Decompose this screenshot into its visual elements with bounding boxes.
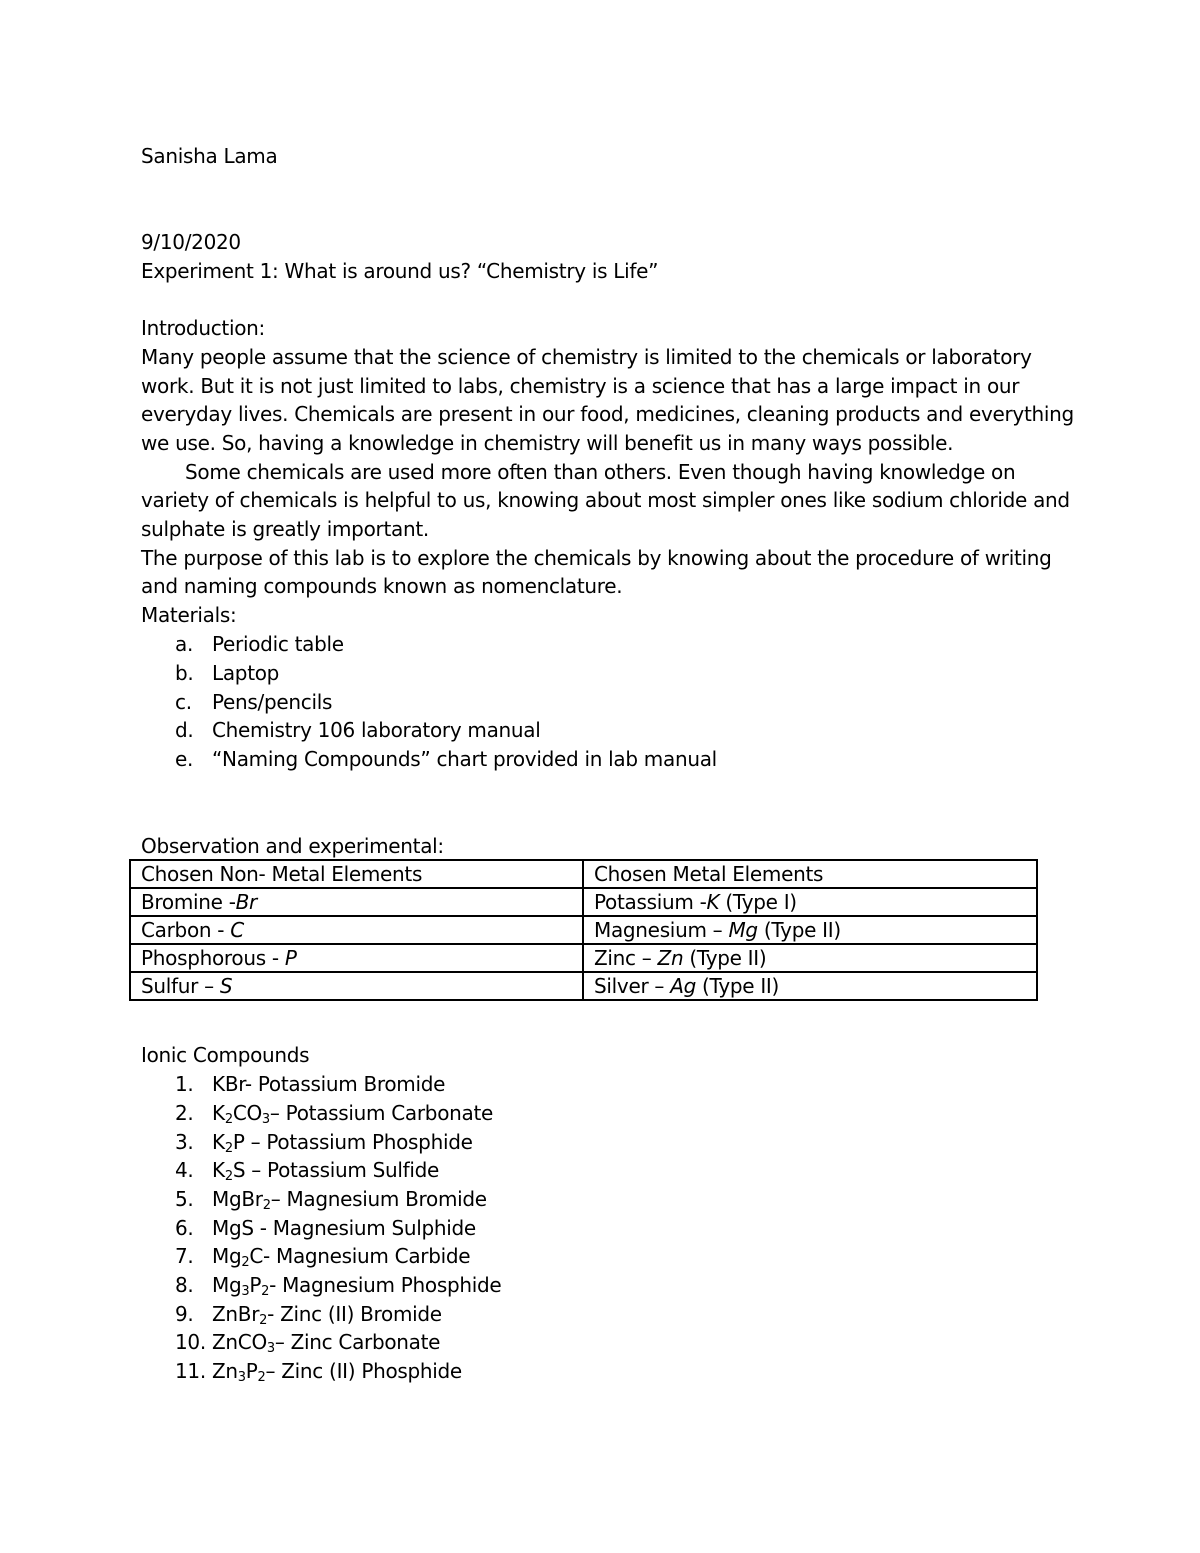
element-name: Silver – [594,974,671,998]
compound-text [212,1214,476,1243]
element-type: (Type II) [683,946,767,970]
element-symbol: Zn [657,946,684,970]
list-marker: 8. [175,1273,194,1297]
formula-subscript: 2 [262,1198,271,1213]
intro-line: variety of chemicals is helpful to us, knowing about most simpler ones like sodium chloride and [141,488,1070,512]
formula-text: Mg [212,1273,242,1297]
element-type: (Type II) [695,974,780,998]
formula-text: ZnBr [212,1302,260,1326]
element-type: (Type II) [757,918,841,942]
intro-line: and naming compounds known as nomenclature. [141,574,623,598]
list-marker: 3. [175,1130,194,1154]
nonmetal-cell [130,916,583,944]
formula-subscript: 2 [224,1141,233,1156]
compound-text [212,1128,473,1157]
formula-text: MgS - Magnesium Sulphide [212,1216,476,1240]
element-symbol: Br [235,890,257,914]
author-name: Sanisha Lama [141,144,278,168]
formula-subscript: 2 [259,1313,268,1328]
compound-text [212,1242,470,1271]
nonmetal-cell [130,888,583,916]
list-marker: e. [175,747,194,771]
intro-line: we use. So, having a knowledge in chemistry will benefit us in many ways possible. [141,431,954,455]
metal-cell [583,944,1037,972]
formula-text: MgBr [212,1187,263,1211]
formula-subscript: 2 [241,1255,250,1270]
column-header-nonmetal: Chosen Non- Metal Elements [130,860,583,888]
nonmetal-cell [130,972,583,1000]
formula-text: - Zinc (II) Bromide [267,1302,442,1326]
formula-text: P [245,1359,258,1383]
compound-text [212,1271,501,1300]
date: 9/10/2020 [141,230,241,254]
formula-subscript: 2 [261,1284,270,1299]
formula-subscript: 3 [266,1341,275,1356]
list-marker: 5. [175,1187,194,1211]
intro-line: everyday lives. Chemicals are present in our food, medicines, cleaning products and everything [141,402,1074,426]
table-header-row [130,860,1037,888]
list-marker: 1. [175,1072,194,1096]
list-marker: d. [175,718,194,742]
formula-text: K [212,1158,225,1182]
formula-text: Zn [212,1359,238,1383]
formula-text: – Zinc Carbonate [274,1330,441,1354]
metal-cell [583,888,1037,916]
formula-subscript: 2 [224,1169,233,1184]
formula-subscript: 3 [261,1112,270,1127]
element-name: Zinc – [594,946,658,970]
list-marker: a. [175,632,194,656]
formula-subscript: 3 [237,1370,246,1385]
formula-text: K [212,1130,225,1154]
formula-text: P – Potassium Phosphide [232,1130,473,1154]
element-name: Potassium - [594,890,707,914]
formula-text: Mg [212,1244,242,1268]
list-marker: b. [175,661,194,685]
experiment-title: Experiment 1: What is around us? “Chemistry is Life” [141,259,659,283]
formula-text: ZnCO [212,1330,267,1354]
column-header-metal: Chosen Metal Elements [583,860,1037,888]
formula-text: K [212,1101,225,1125]
intro-line: sulphate is greatly important. [141,517,429,541]
formula-subscript: 3 [241,1284,250,1299]
list-marker: 4. [175,1158,194,1182]
element-name: Phosphorous - [141,946,285,970]
list-marker: 9. [175,1302,194,1326]
element-symbol: K [706,890,720,914]
intro-line: work. But it is not just limited to labs, chemistry is a science that has a large impact in our [141,374,1020,398]
formula-text: KBr- Potassium Bromide [212,1072,446,1096]
element-name: Magnesium – [594,918,729,942]
list-item-text: Laptop [212,661,280,685]
element-symbol: Ag [670,974,696,998]
list-item-text: Periodic table [212,632,344,656]
nonmetal-cell [130,944,583,972]
formula-text: P [249,1273,262,1297]
intro-line: The purpose of this lab is to explore the chemicals by knowing about the procedure of writing [141,546,1052,570]
formula-subscript: 2 [224,1112,233,1127]
metal-cell [583,972,1037,1000]
metal-cell [583,916,1037,944]
formula-text: – Magnesium Bromide [270,1187,487,1211]
list-item-text: Pens/pencils [212,690,333,714]
intro-line: Some chemicals are used more often than others. Even though having knowledge on [185,460,1016,484]
compound-text [212,1328,440,1357]
formula-text: – Zinc (II) Phosphide [265,1359,462,1383]
elements-table [129,859,1038,1001]
introduction-heading: Introduction: [141,316,265,340]
table-row [130,944,1037,972]
element-name: Bromine - [141,890,236,914]
ionic-compounds-heading: Ionic Compounds [141,1043,310,1067]
formula-text: S – Potassium Sulfide [232,1158,440,1182]
list-item-text: Chemistry 106 laboratory manual [212,718,541,742]
element-type: (Type I) [719,890,797,914]
table-row [130,888,1037,916]
element-symbol: S [219,974,233,998]
formula-text: – Potassium Carbonate [269,1101,494,1125]
element-symbol: P [284,946,297,970]
element-name: Carbon - [141,918,231,942]
formula-subscript: 2 [257,1370,266,1385]
compound-text [212,1185,487,1214]
formula-text: - Magnesium Phosphide [269,1273,502,1297]
formula-text: CO [232,1101,262,1125]
compound-text [212,1099,493,1128]
element-symbol: C [230,918,244,942]
list-marker: c. [175,690,192,714]
list-marker: 2. [175,1101,194,1125]
list-marker: 10. [175,1330,206,1354]
materials-heading: Materials: [141,603,237,627]
list-marker: 7. [175,1244,194,1268]
element-name: Sulfur – [141,974,220,998]
compound-text [212,1357,462,1386]
list-marker: 6. [175,1216,194,1240]
element-symbol: Mg [728,918,758,942]
table-row [130,972,1037,1000]
list-item-text: “Naming Compounds” chart provided in lab manual [212,747,717,771]
compound-text [212,1156,439,1185]
observation-heading: Observation and experimental: [141,834,444,858]
table-row [130,916,1037,944]
compound-text [212,1070,445,1099]
compound-text [212,1300,442,1329]
formula-text: C- Magnesium Carbide [249,1244,471,1268]
list-marker: 11. [175,1359,206,1383]
intro-line: Many people assume that the science of chemistry is limited to the chemicals or laboratory [141,345,1032,369]
